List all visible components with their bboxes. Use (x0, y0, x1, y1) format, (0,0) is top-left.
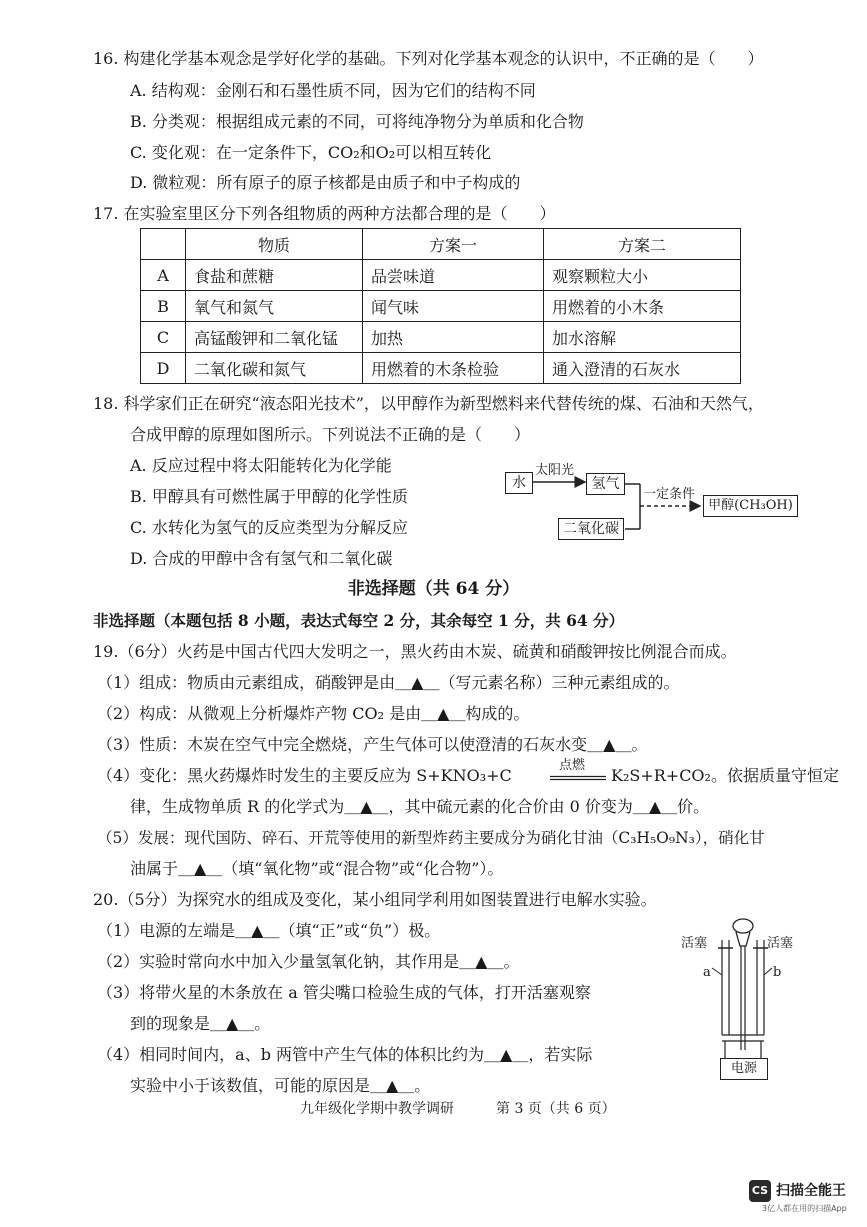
right-valve-label: 活塞 (767, 936, 794, 951)
table-cell: 二氧化碳和氮气 (186, 353, 363, 384)
table-cell: 用燃着的木条检验 (363, 353, 544, 384)
table-cell: 加水溶解 (544, 322, 741, 353)
table-header-cell: 方案一 (363, 229, 544, 260)
table-row (141, 291, 741, 322)
co2-box: 二氧化碳 (558, 518, 624, 540)
q17-stem: 17. 在实验室里区分下列各组物质的两种方法都合理的是（ ） (93, 204, 556, 223)
table-cell: 氧气和氮气 (186, 291, 363, 322)
footer-page-number: 第 3 页（共 6 页） (496, 1101, 616, 1117)
condition-label: 一定条件 (643, 487, 696, 502)
section-title: 非选择题（共 64 分） (347, 579, 520, 599)
sunlight-label: 太阳光 (535, 463, 575, 478)
table-cell: D (141, 353, 186, 384)
table-cell: 用燃着的小木条 (544, 291, 741, 322)
camscanner-logo-icon: CS (749, 1180, 771, 1202)
table-cell: C (141, 322, 186, 353)
table-cell: 通入澄清的石灰水 (544, 353, 741, 384)
left-valve-label: 活塞 (681, 936, 708, 951)
table-cell: 闻气味 (363, 291, 544, 322)
table-header-cell (141, 229, 186, 260)
camscanner-name: 扫描全能王 (776, 1183, 846, 1199)
hydrogen-box: 氢气 (586, 473, 625, 495)
table-header-cell: 物质 (186, 229, 363, 260)
q19-part4-cont: 律，生成物单质 R 的化学式为＿▲＿，其中硫元素的化合价由 0 价变为＿▲＿价。 (130, 797, 710, 816)
tube-a-label: a (703, 965, 711, 980)
table-cell: 食盐和蔗糖 (186, 260, 363, 291)
q17-table (140, 228, 741, 384)
q19-part1: （1）组成：物质由元素组成，硝酸钾是由＿▲＿（写元素名称）三种元素组成的。 (97, 673, 680, 692)
q20-part1: （1）电源的左端是＿▲＿（填“正”或“负”）极。 (97, 921, 441, 940)
reaction-arrow-lines (548, 775, 608, 781)
table-row (141, 353, 741, 384)
table-row (141, 260, 741, 291)
table-cell: B (141, 291, 186, 322)
table-header-cell: 方案二 (544, 229, 741, 260)
footer-left: 九年级化学期中教学调研 (300, 1101, 454, 1117)
q18-stem-line2: 合成甲醇的原理如图所示。下列说法不正确的是（ ） (130, 425, 531, 444)
table-cell: A (141, 260, 186, 291)
q20-part2: （2）实验时常向水中加入少量氢氧化钠，其作用是＿▲＿。 (97, 952, 520, 971)
q16-stem: 16. 构建化学基本观念是学好化学的基础。下列对化学基本观念的认识中，不正确的是（ ） (93, 49, 764, 68)
q18-option-d: D. 合成的甲醇中含有氢气和二氧化碳 (130, 549, 393, 568)
q20-stem: 20.（5分）为探究水的组成及变化，某小组同学利用如图装置进行电解水实验。 (93, 890, 657, 909)
q20-part3: （3）将带火星的木条放在 a 管尖嘴口检验生成的气体，打开活塞观察 (97, 983, 591, 1002)
q19-stem: 19.（6分）火药是中国古代四大发明之一，黑火药由木炭、硫黄和硝酸钾按比例混合而成。 (93, 642, 737, 661)
q19-part4-equation-left: （4）变化：黑火药爆炸时发生的主要反应为 S+KNO₃+C (97, 766, 512, 785)
q19-part5-cont: 油属于＿▲＿（填“氧化物”或“混合物”或“化合物”）。 (130, 859, 504, 878)
q16-option-b: B. 分类观：根据组成元素的不同，可将纯净物分为单质和化合物 (130, 112, 584, 131)
q19-part2: （2）构成：从微观上分析爆炸产物 CO₂ 是由＿▲＿构成的。 (97, 704, 530, 723)
q20-part4: （4）相同时间内，a、b 两管中产生气体的体积比约为＿▲＿，若实际 (97, 1045, 593, 1064)
table-header-row (141, 229, 741, 260)
methanol-box: 甲醇(CH₃OH) (703, 495, 798, 517)
table-row (141, 322, 741, 353)
table-cell: 加热 (363, 322, 544, 353)
q20-part3-cont: 到的现象是＿▲＿。 (130, 1014, 271, 1033)
q19-part4-equation-right: K₂S+R+CO₂。依据质量守恒定 (611, 766, 839, 785)
q16-option-d: D. 微粒观：所有原子的原子核都是由质子和中子构成的 (130, 173, 521, 192)
reaction-condition: 点燃 (559, 758, 586, 773)
table-cell: 高锰酸钾和二氧化锰 (186, 322, 363, 353)
table-cell: 观察颗粒大小 (544, 260, 741, 291)
q19-part5: （5）发展：现代国防、碎石、开荒等使用的新型炸药主要成分为硝化甘油（C₃H₅O₉N₃），硝化甘 (97, 829, 765, 847)
q18-option-b: B. 甲醇具有可燃性属于甲醇的化学性质 (130, 487, 408, 506)
section-intro: 非选择题（本题包括 8 小题，表达式每空 2 分，其余每空 1 分，共 64 分） (93, 611, 625, 630)
q18-option-a: A. 反应过程中将太阳能转化为化学能 (130, 456, 392, 475)
power-supply-box: 电源 (720, 1058, 768, 1080)
water-box: 水 (505, 472, 533, 494)
q18-stem-line1: 18. 科学家们正在研究“液态阳光技术”，以甲醇作为新型燃料来代替传统的煤、石油和天然气， (93, 394, 764, 413)
q16-option-a: A. 结构观：金刚石和石墨性质不同，因为它们的结构不同 (130, 81, 536, 100)
q18-option-c: C. 水转化为氢气的反应类型为分解反应 (130, 518, 408, 537)
table-cell: 品尝味道 (363, 260, 544, 291)
tube-b-label: b (773, 965, 782, 980)
camscanner-tagline: 3亿人都在用的扫描App (762, 1204, 847, 1213)
q20-part4-cont: 实验中小于该数值，可能的原因是＿▲＿。 (130, 1076, 431, 1095)
q19-part3: （3）性质：木炭在空气中完全燃烧，产生气体可以使澄清的石灰水变＿▲＿。 (97, 735, 648, 754)
q16-option-c: C. 变化观：在一定条件下，CO₂和O₂可以相互转化 (130, 143, 492, 162)
